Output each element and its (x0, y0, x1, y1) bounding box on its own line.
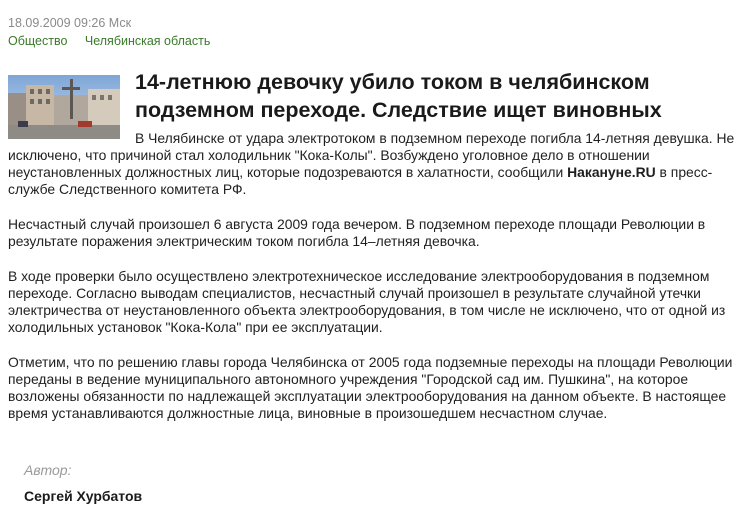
author-name: Сергей Хурбатов (24, 488, 143, 504)
source-name: Накануне.RU (567, 164, 656, 180)
paragraph-text: в пресс-службе Следственного комитета РФ. (8, 164, 713, 197)
tag-list (8, 34, 224, 48)
article-body (8, 130, 750, 440)
article-datetime: 18.09.2009 09:26 Мск (8, 16, 132, 30)
article-paragraph: Отметим, что по решению главы города Челябинска от 2005 года подземные переходы на площади Революции переданы в ведение муниципального автономного учреждения "Городской сад им. Пушкина", на которое возложены обязанности по надлежащей эксплуатации электрооборудования на данном объекте. В настоящее время устанавливаются должностные лица, виновные в произошедшем несчастном случае. (8, 354, 733, 421)
paragraph-text: В Челябинске от удара электротоком в подземном переходе погибла 14-летняя девушка. Не исключено, что причиной стал холодильник "Кока-Колы". Возбуждено уголовное дело в отношении неустановленных должностных лиц, которые подозреваются в халатности, сообщили (8, 130, 735, 180)
article-paragraph: Несчастный случай произошел 6 августа 2009 года вечером. В подземном переходе площади Революции в результате поражения электрическим током погибла 14–летняя девочка. (8, 216, 706, 249)
article-paragraph (8, 130, 750, 198)
article-paragraph: В ходе проверки было осуществлено электротехническое исследование электрооборудования в подземном переходе. Согласно выводам специалистов, несчастный случай произошел в результате случайной утечки электричества от неустановленного объекта электрооборудования, в том числе не исключено, что от одной из холодильных установок "Кока-Кола" при ее эксплуатации. (8, 268, 726, 335)
article-title: 14-летнюю девочку убило током в челябинском подземном переходе. Следствие ищет виновных (135, 70, 662, 122)
tag-link-region[interactable]: Челябинская область (84, 34, 211, 48)
tag-link-society[interactable]: Общество (8, 34, 68, 48)
author-label: Автор: (24, 462, 72, 478)
